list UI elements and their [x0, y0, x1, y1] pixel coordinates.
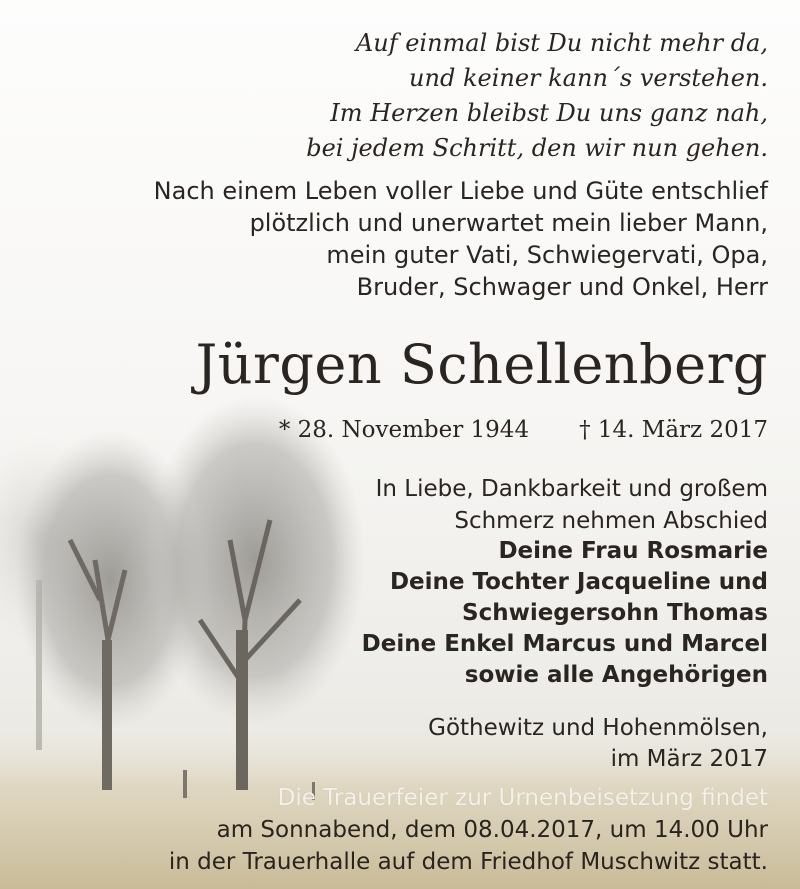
mourner-name: sowie alle Angehörigen — [464, 662, 768, 688]
intro-line: Bruder, Schwager und Onkel, Herr — [356, 273, 768, 301]
life-dates — [279, 414, 768, 446]
poem-line: und keiner kann´s verstehen. — [409, 64, 768, 92]
birth-date: * 28. November 1944 — [278, 417, 530, 443]
intro-line: Nach einem Leben voller Liebe und Güte entschlief — [153, 177, 768, 205]
place-line: Göthewitz und Hohenmölsen, — [428, 715, 768, 741]
farewell-text — [376, 473, 768, 537]
mourner-name: Deine Tochter Jacqueline und — [389, 569, 768, 595]
place-line: im März 2017 — [610, 746, 768, 772]
intro-line: plötzlich und unerwartet mein lieber Mann, — [249, 209, 768, 237]
intro-line: mein guter Vati, Schwiegervati, Opa, — [326, 241, 768, 269]
service-line: Die Trauerfeier zur Urnenbeisetzung findet — [277, 785, 768, 811]
mourners-list — [362, 536, 768, 691]
mourner-name: Deine Frau Rosmarie — [498, 538, 768, 564]
mourner-name: Deine Enkel Marcus und Marcel — [361, 631, 768, 657]
poem-line: Auf einmal bist Du nicht mehr da, — [355, 29, 768, 57]
farewell-line: Schmerz nehmen Abschied — [454, 508, 768, 534]
poem-line: Im Herzen bleibst Du uns ganz nah, — [330, 99, 768, 127]
mourner-name: Schwiegersohn Thomas — [462, 600, 768, 626]
deceased-name: Jürgen Schellenberg — [195, 333, 768, 396]
intro-text — [154, 175, 768, 303]
farewell-line: In Liebe, Dankbarkeit und großem — [375, 476, 768, 502]
service-line: in der Trauerhalle auf dem Friedhof Muschwitz statt. — [168, 849, 768, 875]
poem-line: bei jedem Schritt, den wir nun gehen. — [306, 134, 768, 162]
place-and-date — [428, 713, 768, 775]
poem — [306, 26, 768, 166]
funeral-service-info — [169, 782, 768, 878]
death-date: † 14. März 2017 — [579, 417, 768, 443]
service-line: am Sonnabend, dem 08.04.2017, um 14.00 Uhr — [216, 817, 768, 843]
